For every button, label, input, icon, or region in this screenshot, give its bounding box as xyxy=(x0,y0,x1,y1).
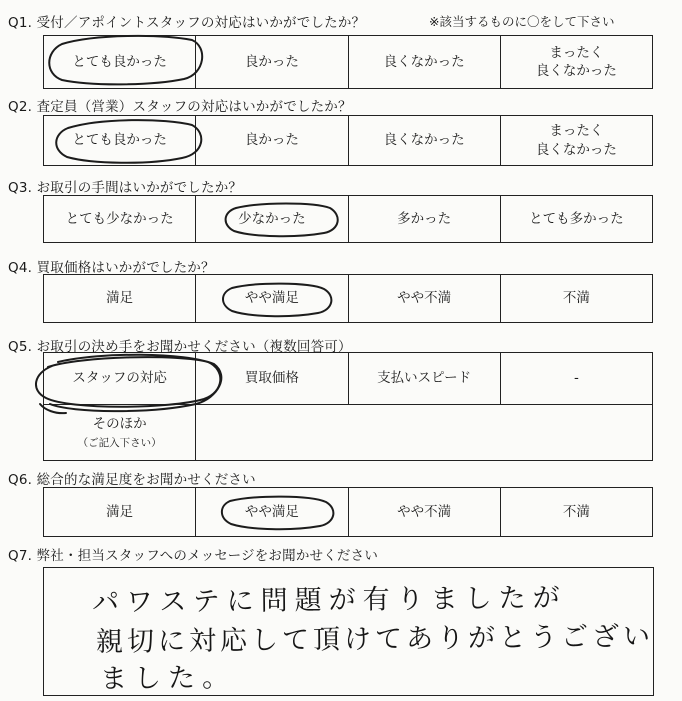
q3-option-4[interactable]: とても多かった xyxy=(500,196,652,243)
q5-other-input[interactable] xyxy=(196,405,653,461)
q6-option-2[interactable]: やや満足 xyxy=(196,488,348,537)
q5-option-4[interactable]: - xyxy=(500,353,652,405)
question-2-label: Q2. 査定員（営業）スタッフの対応はいかがでしたか？ xyxy=(8,99,352,115)
question-6-options xyxy=(43,487,653,537)
q1-option-4-line1: まったく xyxy=(549,44,604,61)
q5-option-1[interactable]: スタッフの対応 xyxy=(44,353,196,405)
q1-option-2[interactable]: 良かった xyxy=(196,36,348,89)
question-6-label: Q6. 総合的な満足度をお聞かせください xyxy=(8,472,256,488)
q4-option-3[interactable]: やや不満 xyxy=(348,275,500,323)
question-3-options xyxy=(43,195,653,243)
q5-option-2[interactable]: 買取価格 xyxy=(196,353,348,405)
q1-option-1[interactable]: とても良かった xyxy=(44,36,196,89)
message-line-2: 親切に対応して頂けてありがとうござい xyxy=(95,621,655,658)
q1-option-4[interactable] xyxy=(500,36,652,89)
q4-option-1[interactable]: 満足 xyxy=(44,275,196,323)
question-1-options xyxy=(43,35,653,89)
q2-option-4[interactable] xyxy=(500,116,652,166)
instruction-note: ※該当するものに〇をして下さい xyxy=(429,14,615,29)
q1-option-4-line2: 良くなかった xyxy=(535,63,617,79)
question-2-options xyxy=(43,115,653,166)
q3-option-2[interactable]: 少なかった xyxy=(196,196,348,243)
q1-option-3[interactable]: 良くなかった xyxy=(348,36,500,89)
question-4-options xyxy=(43,274,653,323)
q5-option-3[interactable]: 支払いスピード xyxy=(348,353,500,405)
q2-option-3[interactable]: 良くなかった xyxy=(348,116,500,166)
q5-other-label xyxy=(44,405,196,461)
q2-option-2[interactable]: 良かった xyxy=(196,116,348,166)
message-line-3: ました。 xyxy=(99,662,237,695)
q4-option-4[interactable]: 不満 xyxy=(500,275,652,323)
q6-option-3[interactable]: やや不満 xyxy=(348,488,500,537)
q6-option-4[interactable]: 不満 xyxy=(500,488,652,537)
q6-option-1[interactable]: 満足 xyxy=(44,488,196,537)
message-textarea[interactable] xyxy=(43,567,654,696)
message-line-1: パワステに問題が有りましたが xyxy=(91,582,567,619)
question-1-label: Q1. 受付／アポイントスタッフの対応はいかがでしたか？ xyxy=(8,15,366,31)
q2-option-4-line1: まったく xyxy=(549,123,604,140)
q3-option-3[interactable]: 多かった xyxy=(348,196,500,243)
question-3-label: Q3. お取引の手間はいかがでしたか？ xyxy=(8,180,243,196)
q2-option-1[interactable]: とても良かった xyxy=(44,116,196,166)
q3-option-1[interactable]: とても少なかった xyxy=(44,196,196,243)
question-7-label: Q7. 弊社・担当スタッフへのメッセージをお聞かせください xyxy=(8,548,379,564)
q5-other-sub: （ご記入下さい） xyxy=(77,436,162,449)
question-5-options xyxy=(43,352,653,461)
question-4-label: Q4. 買取価格はいかがでしたか？ xyxy=(8,260,215,276)
q2-option-4-line2: 良くなかった xyxy=(535,141,617,158)
q5-other-text: そのほか xyxy=(92,416,147,433)
q4-option-2[interactable]: やや満足 xyxy=(196,275,348,323)
question-5-label: Q5. お取引の決め手をお聞かせください（複数回答可） xyxy=(8,339,352,355)
